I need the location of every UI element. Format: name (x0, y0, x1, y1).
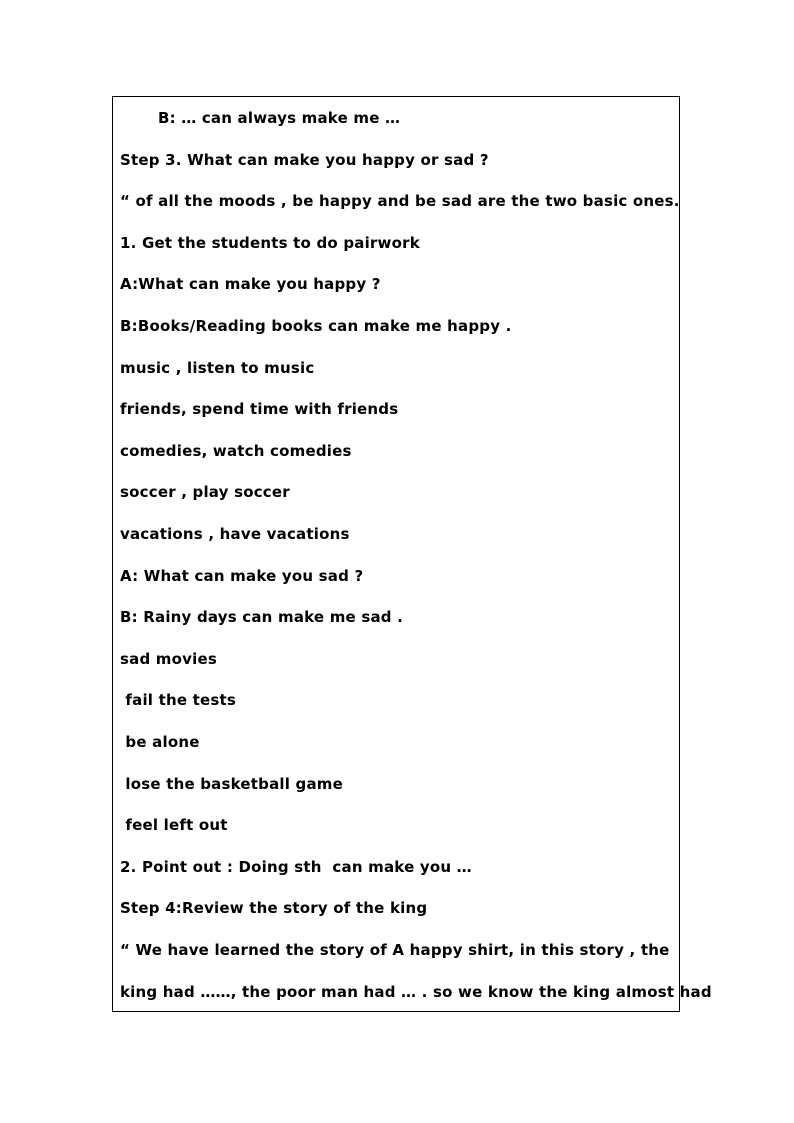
text-line-22: king had ……, the poor man had … . so we know the king almost had (120, 983, 712, 1001)
text-line-17: lose the basketball game (120, 775, 343, 793)
text-line-11: vacations , have vacations (120, 525, 350, 543)
text-line-15: fail the tests (120, 691, 236, 709)
text-line-16: be alone (120, 733, 200, 751)
text-line-18: feel left out (120, 816, 228, 834)
text-line-1: B: … can always make me … (120, 109, 401, 127)
text-line-10: soccer , play soccer (120, 483, 290, 501)
text-line-7: music , listen to music (120, 359, 315, 377)
text-line-4: 1. Get the students to do pairwork (120, 234, 420, 252)
text-line-2: Step 3. What can make you happy or sad ? (120, 151, 489, 169)
text-line-13: B: Rainy days can make me sad . (120, 608, 404, 626)
text-line-8: friends, spend time with friends (120, 400, 399, 418)
text-line-19: 2. Point out : Doing sth can make you … (120, 858, 472, 876)
text-line-14: sad movies (120, 650, 217, 668)
text-line-20: Step 4:Review the story of the king (120, 899, 428, 917)
text-line-12: A: What can make you sad ? (120, 567, 364, 585)
text-line-5: A:What can make you happy ? (120, 275, 381, 293)
text-line-9: comedies, watch comedies (120, 442, 352, 460)
text-line-6: B:Books/Reading books can make me happy . (120, 317, 512, 335)
text-line-3: “ of all the moods , be happy and be sad are the two basic ones. (120, 192, 680, 210)
text-line-21: “ We have learned the story of A happy shirt, in this story , the (120, 941, 670, 959)
